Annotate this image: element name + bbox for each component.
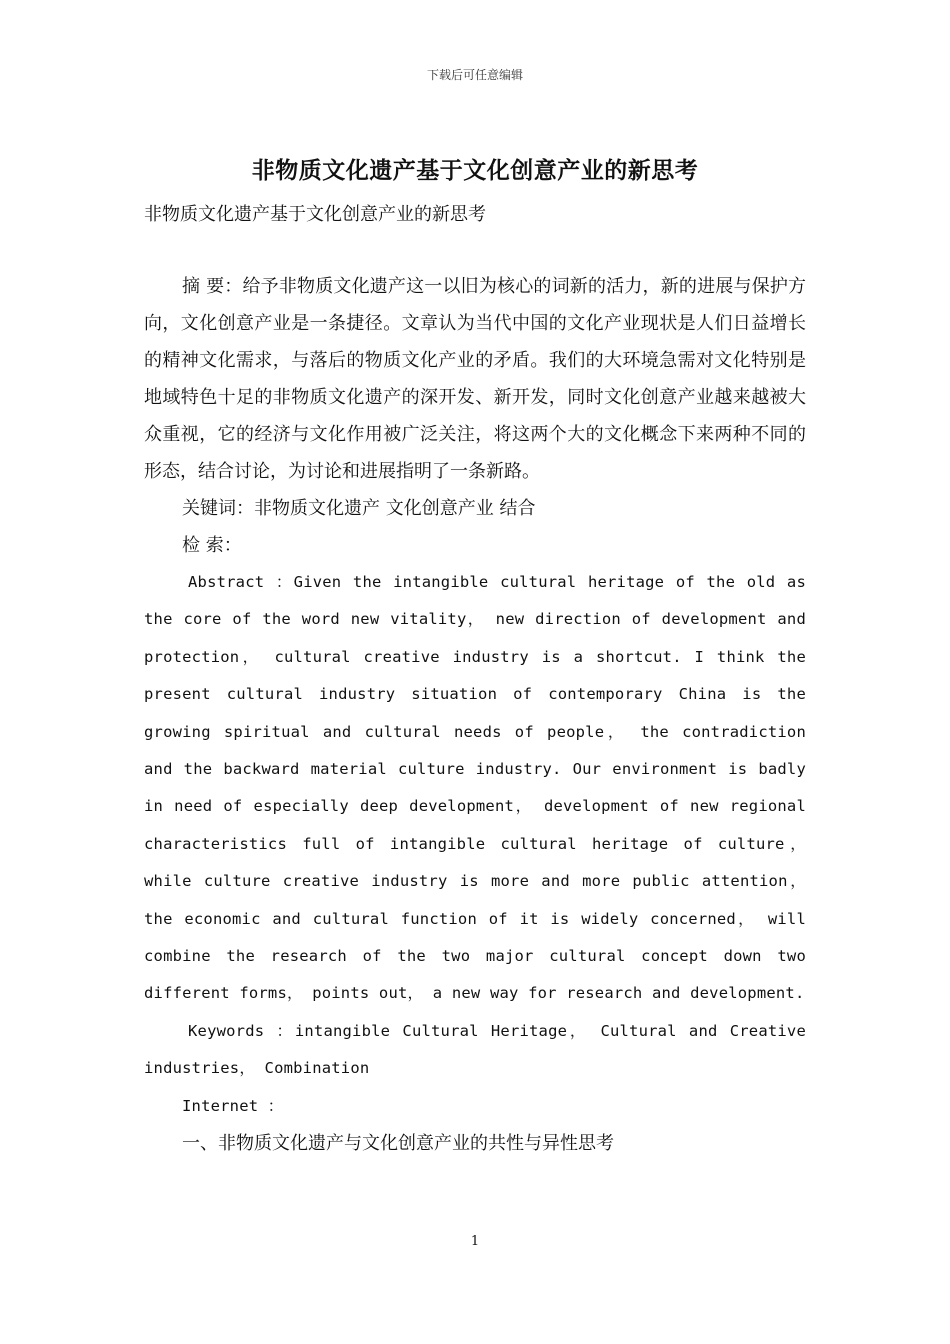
keywords-zh: 关键词：非物质文化遗产 文化创意产业 结合 bbox=[182, 498, 536, 519]
header-note: 下载后可任意编辑 bbox=[426, 68, 523, 82]
page-number: 1 bbox=[470, 1234, 480, 1249]
section-heading: 一、非物质文化遗产与文化创意产业的共性与异性思考 bbox=[182, 1133, 614, 1155]
abstract-zh: 摘 要：给予非物质文化遗产这一以旧为核心的词新的活力，新的进展与保护方向，文化创意产业是一条捷径。文章认为当代中国的文化产业现状是人们日益增长的精神文化需求，与落后的物质文化产业的矛盾。我们的大环境急需对文化特别是地域特色十足的非物质文化遗产的深开发、新开发，同时文化创意产业越来越被大众重视，它的经济与文化作用被广泛关注，将这两个大的文化概念下来两种不同的形态，结合讨论，为讨论和进展指明了一条新路。 bbox=[144, 276, 806, 482]
internet-label: Internet ： bbox=[182, 1096, 284, 1115]
keywords-en: Keywords ：intangible Cultural Heritage， Cultural and Creative industries， Combination bbox=[144, 1021, 806, 1078]
page-title: 非物质文化遗产基于文化创意产业的新思考 bbox=[251, 157, 699, 184]
document-body bbox=[144, 268, 806, 1162]
abstract-en: Abstract ：Given the intangible cultural heritage of the old as the core of the word new vitality， new direction of development and protection， cultural creative industry is a shortcut. I think the present cultural industry situation of contemporary China is the growing spiritual and cultural needs of people， the contradiction and the backward material culture industry. Our environment is badly in need of especially deep development， development of new regional characteristics full of intangible cultural heritage of culture， while culture creative industry is more and more public attention， the economic and cultural function of it is widely concerned， will combine the research of the two major cultural concept down two different forms， points out， a new way for research and development. bbox=[144, 573, 806, 1003]
search-zh: 检 索： bbox=[182, 535, 242, 556]
page-subtitle: 非物质文化遗产基于文化创意产业的新思考 bbox=[144, 204, 486, 225]
